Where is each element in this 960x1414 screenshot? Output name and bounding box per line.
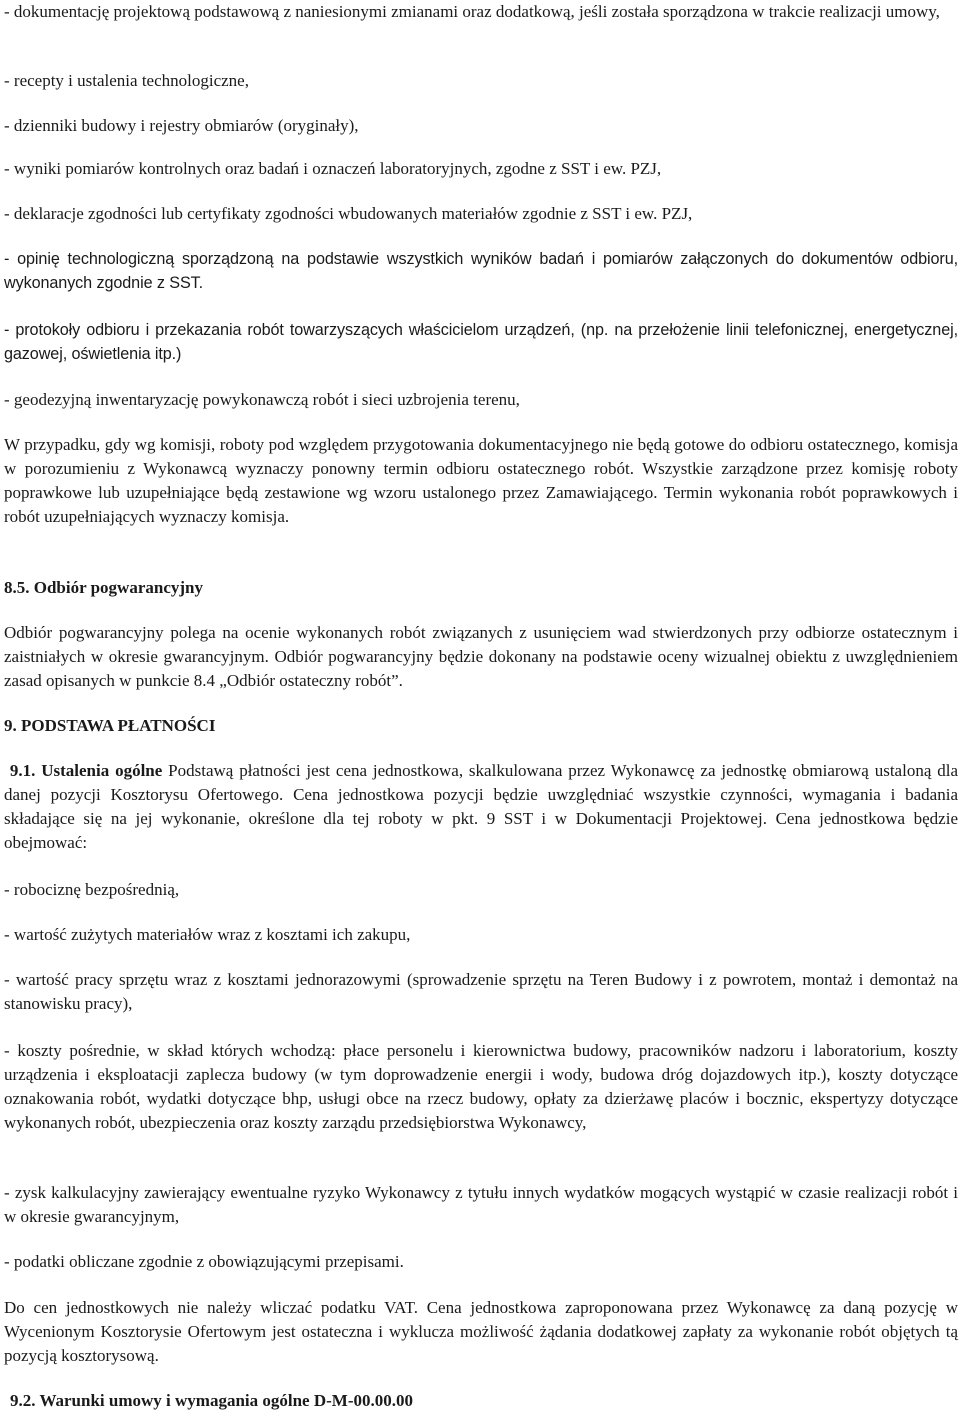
list-item-protokoly: - protokoły odbioru i przekazania robót towarzyszących właścicielom urządzeń, (np. na przełożenie linii telefonicznej, energetycznej, gazowej, oświetlenia itp.) <box>4 321 958 363</box>
list-item-koszty-posrednie: - koszty pośrednie, w skład których wchodzą: płace personelu i kierownictwa budowy, pracowników nadzoru i laboratorium, koszty urządzenia i eksploatacji zaplecza budowy (w tym doprowadzenie energii i wody, budowa dróg dojazdowych itp.), koszty dotyczące oznakowania robót, wydatki dotyczące bhp, usługi obce na rzecz budowy, opłaty za dzierżawę placów i bocznic, ekspertyzy dotyczące wykonanych robót, ubezpieczenia oraz koszty zarządu przedsiębiorstwa Wykonawcy, <box>4 1041 958 1132</box>
section-number: 8.5. <box>4 578 30 597</box>
list-item-opinia: - opinię technologiczną sporządzoną na podstawie wszystkich wyników badań i pomiarów załączonych do dokumentów odbioru, wykonanych zgodnie z SST. <box>4 250 958 292</box>
section-heading-8-5 <box>4 576 203 600</box>
paragraph-ustalenia-ogolne <box>4 759 958 855</box>
list-item-deklaracje: - deklaracje zgodności lub certyfikaty zgodności wbudowanych materiałów zgodnie z SST i ew. PZJ, <box>4 204 693 223</box>
section-title: Odbiór pogwarancyjny <box>33 578 203 597</box>
list-item-wyniki: - wyniki pomiarów kontrolnych oraz badań i oznaczeń laboratoryjnych, zgodne z SST i ew. PZJ, <box>4 159 662 178</box>
list-item-dzienniki: - dzienniki budowy i rejestry obmiarów (oryginały), <box>4 116 359 135</box>
list-item-materialy: - wartość zużytych materiałów wraz z kosztami ich zakupu, <box>4 925 411 944</box>
section-heading-9: 9. PODSTAWA PŁATNOŚCI <box>4 716 216 735</box>
list-item-recepty: - recepty i ustalenia technologiczne, <box>4 71 249 90</box>
paragraph-vat: Do cen jednostkowych nie należy wliczać podatku VAT. Cena jednostkowa zaproponowana przez Wykonawcę za daną pozycję w Wycenionym Kosztorysie Ofertowym jest ostateczna i wyklucza możliwość żądania dodatkowej zapłaty za wykonanie robót objętych tą pozycją kosztorysową. <box>4 1298 958 1365</box>
section-text: Podstawą płatności jest cena jednostkowa, skalkulowana przez Wykonawcę za jednostkę obmiarową ustaloną dla danej pozycji Kosztorysu Ofertowego. Cena jednostkowa pozycji będzie uwzględniać wszystkie czynności, wymagania i badania składające się na jej wykonanie, określone dla tej roboty w pkt. 9 SST i w Dokumentacji Projektowej. Cena jednostkowa będzie obejmować: <box>4 761 958 852</box>
paragraph-odbior-pogwarancyjny: Odbiór pogwarancyjny polega na ocenie wykonanych robót związanych z usunięciem wad stwierdzonych przy odbiorze ostatecznym i zaistniałych w okresie gwarancyjnym. Odbiór pogwarancyjny będzie dokonany na podstawie oceny wizualnej obiektu z uwzględnieniem zasad opisanych w punkcie 8.4 „Odbiór ostateczny robót”. <box>4 623 958 690</box>
list-item-dokumentacja: - dokumentację projektową podstawową z naniesionymi zmianami oraz dodatkową, jeśli została sporządzona w trakcie realizacji umowy, <box>4 2 940 21</box>
list-item-geodezyjna: - geodezyjną inwentaryzację powykonawczą robót i sieci uzbrojenia terenu, <box>4 390 520 409</box>
section-title: Ustalenia ogólne <box>41 761 163 780</box>
list-item-robocizna: - robociznę bezpośrednią, <box>4 880 180 899</box>
list-item-podatki: - podatki obliczane zgodnie z obowiązującymi przepisami. <box>4 1252 404 1271</box>
section-heading-9-2: 9.2. Warunki umowy i wymagania ogólne D-M-00.00.00 <box>10 1391 413 1410</box>
paragraph-komisja: W przypadku, gdy wg komisji, roboty pod względem przygotowania dokumentacyjnego nie będą gotowe do odbioru ostatecznego, komisja w porozumieniu z Wykonawcą wyznaczy ponowny termin odbioru ostatecznego robót. Wszystkie zarządzone przez komisję roboty poprawkowe lub uzupełniające będą zestawione wg wzoru ustalonego przez Zamawiającego. Termin wykonania robót poprawkowych i robót uzupełniających wyznaczy komisja. <box>4 435 958 526</box>
list-item-sprzet: - wartość pracy sprzętu wraz z kosztami jednorazowymi (sprowadzenie sprzętu na Teren Budowy i z powrotem, montaż i demontaż na stanowisku pracy), <box>4 970 958 1013</box>
section-number: 9.1. <box>9 761 36 780</box>
list-item-zysk: - zysk kalkulacyjny zawierający ewentualne ryzyko Wykonawcy z tytułu innych wydatków mogących wystąpić w czasie realizacji robót i w okresie gwarancyjnym, <box>4 1183 958 1226</box>
